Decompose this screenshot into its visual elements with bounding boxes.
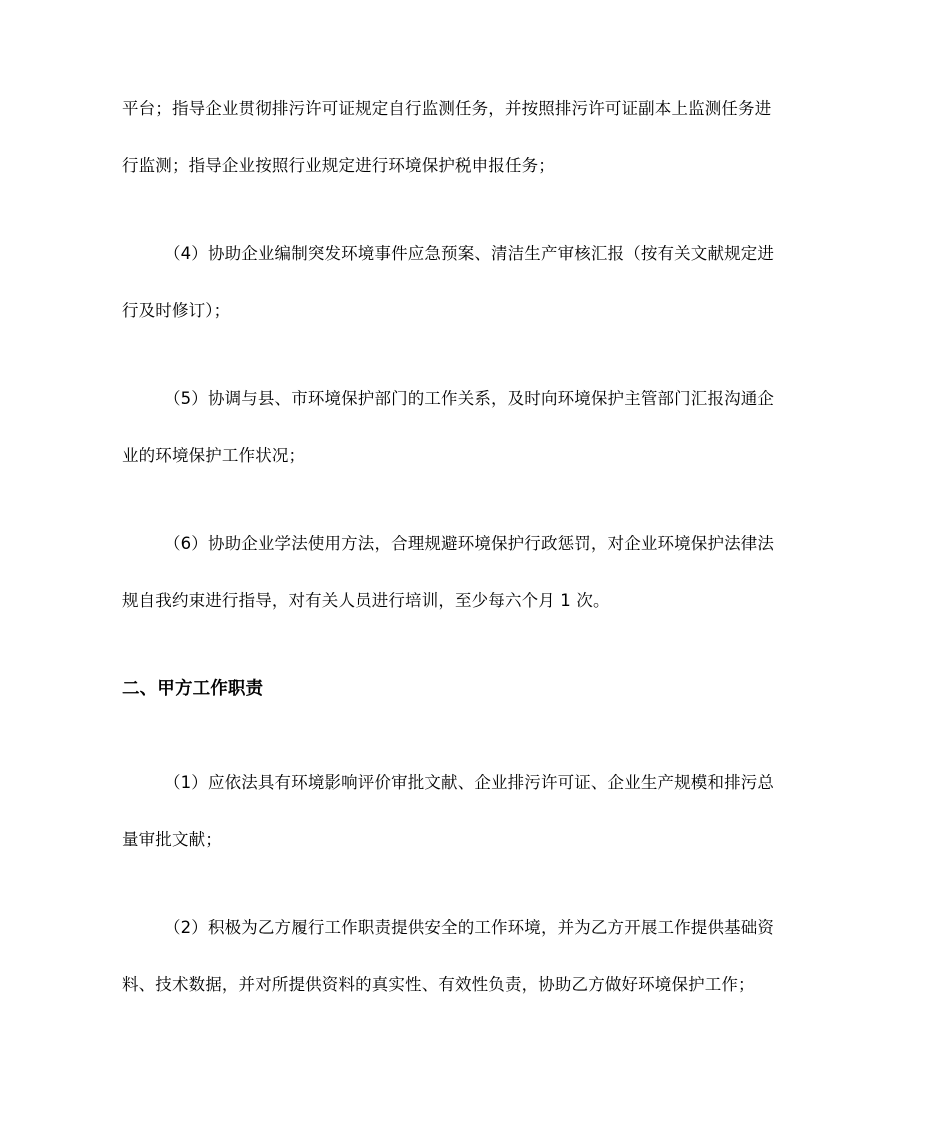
paragraph-continued-line-1: 平台；指导企业贯彻排污许可证规定自行监测任务，并按照排污许可证副本上监测任务进 [122,99,772,118]
section2-item-2-line-1: （2）积极为乙方履行工作职责提供安全的工作环境，并为乙方开展工作提供基础资 [164,918,775,937]
section2-item-1-line-2: 量审批文献； [122,830,222,849]
section2-item-2-line-2: 料、技术数据，并对所提供资料的真实性、有效性负责，协助乙方做好环境保护工作； [122,975,755,994]
section2-item-1-line-1: （1）应依法具有环境影响评价审批文献、企业排污许可证、企业生产规模和排污总 [164,773,775,792]
item-4-line-2: 行及时修订）； [122,301,231,320]
item-4-line-1: （4）协助企业编制突发环境事件应急预案、清洁生产审核汇报（按有关文献规定进 [164,244,775,263]
paragraph-continued-line-2: 行监测；指导企业按照行业规定进行环境保护税申报任务； [122,156,555,175]
item-6-line-2: 规自我约束进行指导，对有关人员进行培训，至少每六个月 1 次。 [122,591,610,610]
section-heading: 二、甲方工作职责 [122,679,264,699]
item-5-line-2: 业的环境保护工作状况； [122,446,306,465]
item-5-line-1: （5）协调与县、市环境保护部门的工作关系，及时向环境保护主管部门汇报沟通企 [164,389,775,408]
item-6-line-1: （6）协助企业学法使用方法，合理规避环境保护行政惩罚，对企业环境保护法律法 [164,534,775,553]
